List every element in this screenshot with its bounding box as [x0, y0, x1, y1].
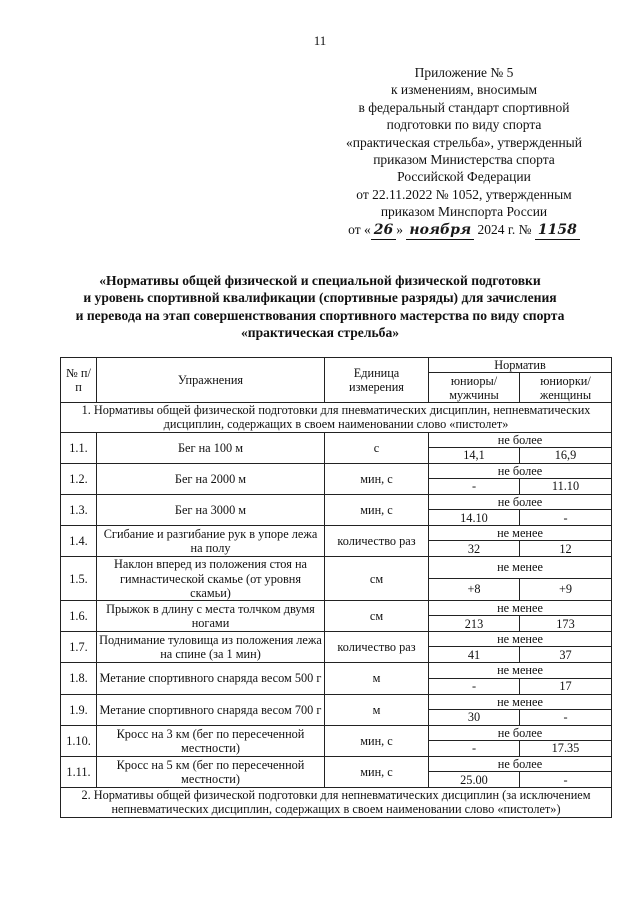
row-value-men: 25.00: [429, 772, 520, 788]
row-limit: не более: [429, 495, 612, 510]
row-exercise: Бег на 2000 м: [97, 463, 325, 494]
row-unit: см: [325, 601, 429, 632]
row-exercise: Кросс на 3 км (бег по пересеченной местности): [97, 725, 325, 756]
row-value-men: -: [429, 678, 520, 694]
table-row: [61, 463, 612, 478]
row-value-women: +9: [520, 578, 612, 600]
header-unit: Единица измерения: [325, 358, 429, 403]
row-value-men: 41: [429, 647, 520, 663]
order-date-line: [324, 221, 604, 240]
row-exercise: Бег на 3000 м: [97, 495, 325, 526]
row-limit: не менее: [429, 632, 612, 647]
title-line: «практическая стрельба»: [240, 324, 400, 340]
row-limit: не менее: [429, 663, 612, 678]
row-value-men: 14.10: [429, 510, 520, 526]
row-exercise: Метание спортивного снаряда весом 700 г: [97, 694, 325, 725]
row-unit: мин, с: [325, 495, 429, 526]
row-num: 1.7.: [61, 632, 97, 663]
row-exercise: Поднимание туловища из положения лежа на спине (за 1 мин): [97, 632, 325, 663]
row-value-men: +8: [429, 578, 520, 600]
handwritten-day: 26: [371, 222, 396, 240]
row-num: 1.3.: [61, 495, 97, 526]
row-unit: м: [325, 663, 429, 694]
page-number: 11: [313, 33, 327, 48]
row-num: 1.2.: [61, 463, 97, 494]
row-unit: мин, с: [325, 757, 429, 788]
row-num: 1.5.: [61, 557, 97, 601]
header-women: юниорки/ женщины: [520, 373, 612, 403]
row-value-women: 16,9: [520, 447, 612, 463]
row-num: 1.11.: [61, 757, 97, 788]
row-exercise: Метание спортивного снаряда весом 500 г: [97, 663, 325, 694]
title-line: «Нормативы общей физической и специальной физической подготовки: [99, 273, 541, 288]
row-num: 1.1.: [61, 432, 97, 463]
row-exercise: Прыжок в длину с места толчком двумя ногами: [97, 601, 325, 632]
title-line: и уровень спортивной квалификации (спортивные разряды) для зачисления: [83, 290, 557, 306]
row-unit: мин, с: [325, 725, 429, 756]
row-limit: не менее: [429, 601, 612, 616]
table-row: [61, 432, 612, 447]
table-row: [61, 663, 612, 678]
row-value-women: 17.35: [520, 741, 612, 757]
handwritten-month: ноября: [406, 222, 474, 240]
row-num: 1.6.: [61, 601, 97, 632]
row-unit: мин, с: [325, 463, 429, 494]
row-value-men: 213: [429, 616, 520, 632]
row-unit: см: [325, 557, 429, 601]
row-value-men: 14,1: [429, 447, 520, 463]
row-limit: не менее: [429, 694, 612, 709]
row-limit: не менее: [429, 526, 612, 541]
row-exercise: Кросс на 5 км (бег по пересеченной местности): [97, 757, 325, 788]
title-line: и перевода на этап совершенствования спортивного мастерства по виду спорта: [75, 307, 565, 323]
appendix-line: «практическая стрельба», утвержденный: [346, 134, 582, 150]
appendix-line: Приложение № 5: [414, 65, 514, 80]
row-value-men: 32: [429, 541, 520, 557]
row-limit: не более: [429, 432, 612, 447]
row-exercise: Наклон вперед из положения стоя на гимнастической скамье (от уровня скамьи): [97, 557, 325, 601]
table-row: [61, 632, 612, 647]
appendix-header: [324, 64, 604, 240]
date-mid: »: [396, 221, 403, 237]
row-num: 1.9.: [61, 694, 97, 725]
date-year: 2024 г. №: [477, 221, 532, 237]
row-limit: не более: [429, 757, 612, 772]
row-value-men: -: [429, 479, 520, 495]
row-unit: с: [325, 432, 429, 463]
document-title: [40, 272, 600, 341]
header-norm: Норматив: [429, 358, 612, 373]
row-value-women: 12: [520, 541, 612, 557]
row-unit: количество раз: [325, 526, 429, 557]
table-row: [61, 495, 612, 510]
row-value-men: -: [429, 741, 520, 757]
appendix-line: приказом Министерства спорта: [373, 152, 555, 168]
row-value-women: 17: [520, 678, 612, 694]
norms-table: [60, 357, 612, 818]
row-value-men: 30: [429, 709, 520, 725]
table-row: [61, 557, 612, 578]
row-value-women: -: [520, 510, 612, 526]
table-row: [61, 526, 612, 541]
date-prefix: от «: [348, 221, 371, 237]
appendix-line: к изменениям, вносимым: [390, 82, 538, 98]
row-limit: не более: [429, 725, 612, 740]
row-limit: не более: [429, 463, 612, 478]
row-num: 1.8.: [61, 663, 97, 694]
table-row: [61, 601, 612, 616]
header-num: № п/п: [61, 358, 97, 403]
table-row: [61, 725, 612, 740]
section-1-header: 1. Нормативы общей физической подготовки для пневматических дисциплин, непневматических дисциплин, содержащих в своем наименовании слово «пистолет»: [61, 403, 612, 432]
row-num: 1.4.: [61, 526, 97, 557]
row-exercise: Сгибание и разгибание рук в упоре лежа на полу: [97, 526, 325, 557]
section-2-header: 2. Нормативы общей физической подготовки для непневматических дисциплин (за исключением непневматических дисциплин, содержащих в своем наименовании слово «пистолет»): [61, 788, 612, 817]
appendix-line: приказом Минспорта России: [380, 204, 548, 220]
row-value-women: 37: [520, 647, 612, 663]
appendix-line: Российской Федерации: [397, 169, 531, 185]
header-men: юниоры/ мужчины: [429, 373, 520, 403]
appendix-line: в федеральный стандарт спортивной: [358, 99, 570, 115]
row-unit: количество раз: [325, 632, 429, 663]
table-row: [61, 757, 612, 772]
row-value-women: 173: [520, 616, 612, 632]
table-row: [61, 694, 612, 709]
row-value-women: 11.10: [520, 479, 612, 495]
row-value-women: -: [520, 772, 612, 788]
row-value-women: -: [520, 709, 612, 725]
row-limit: не менее: [429, 557, 612, 578]
header-exercise: Упражнения: [97, 358, 325, 403]
appendix-line: от 22.11.2022 № 1052, утвержденным: [356, 186, 572, 202]
appendix-line: подготовки по виду спорта: [386, 117, 542, 133]
row-exercise: Бег на 100 м: [97, 432, 325, 463]
row-unit: м: [325, 694, 429, 725]
row-num: 1.10.: [61, 725, 97, 756]
handwritten-order-number: 1158: [535, 222, 580, 240]
